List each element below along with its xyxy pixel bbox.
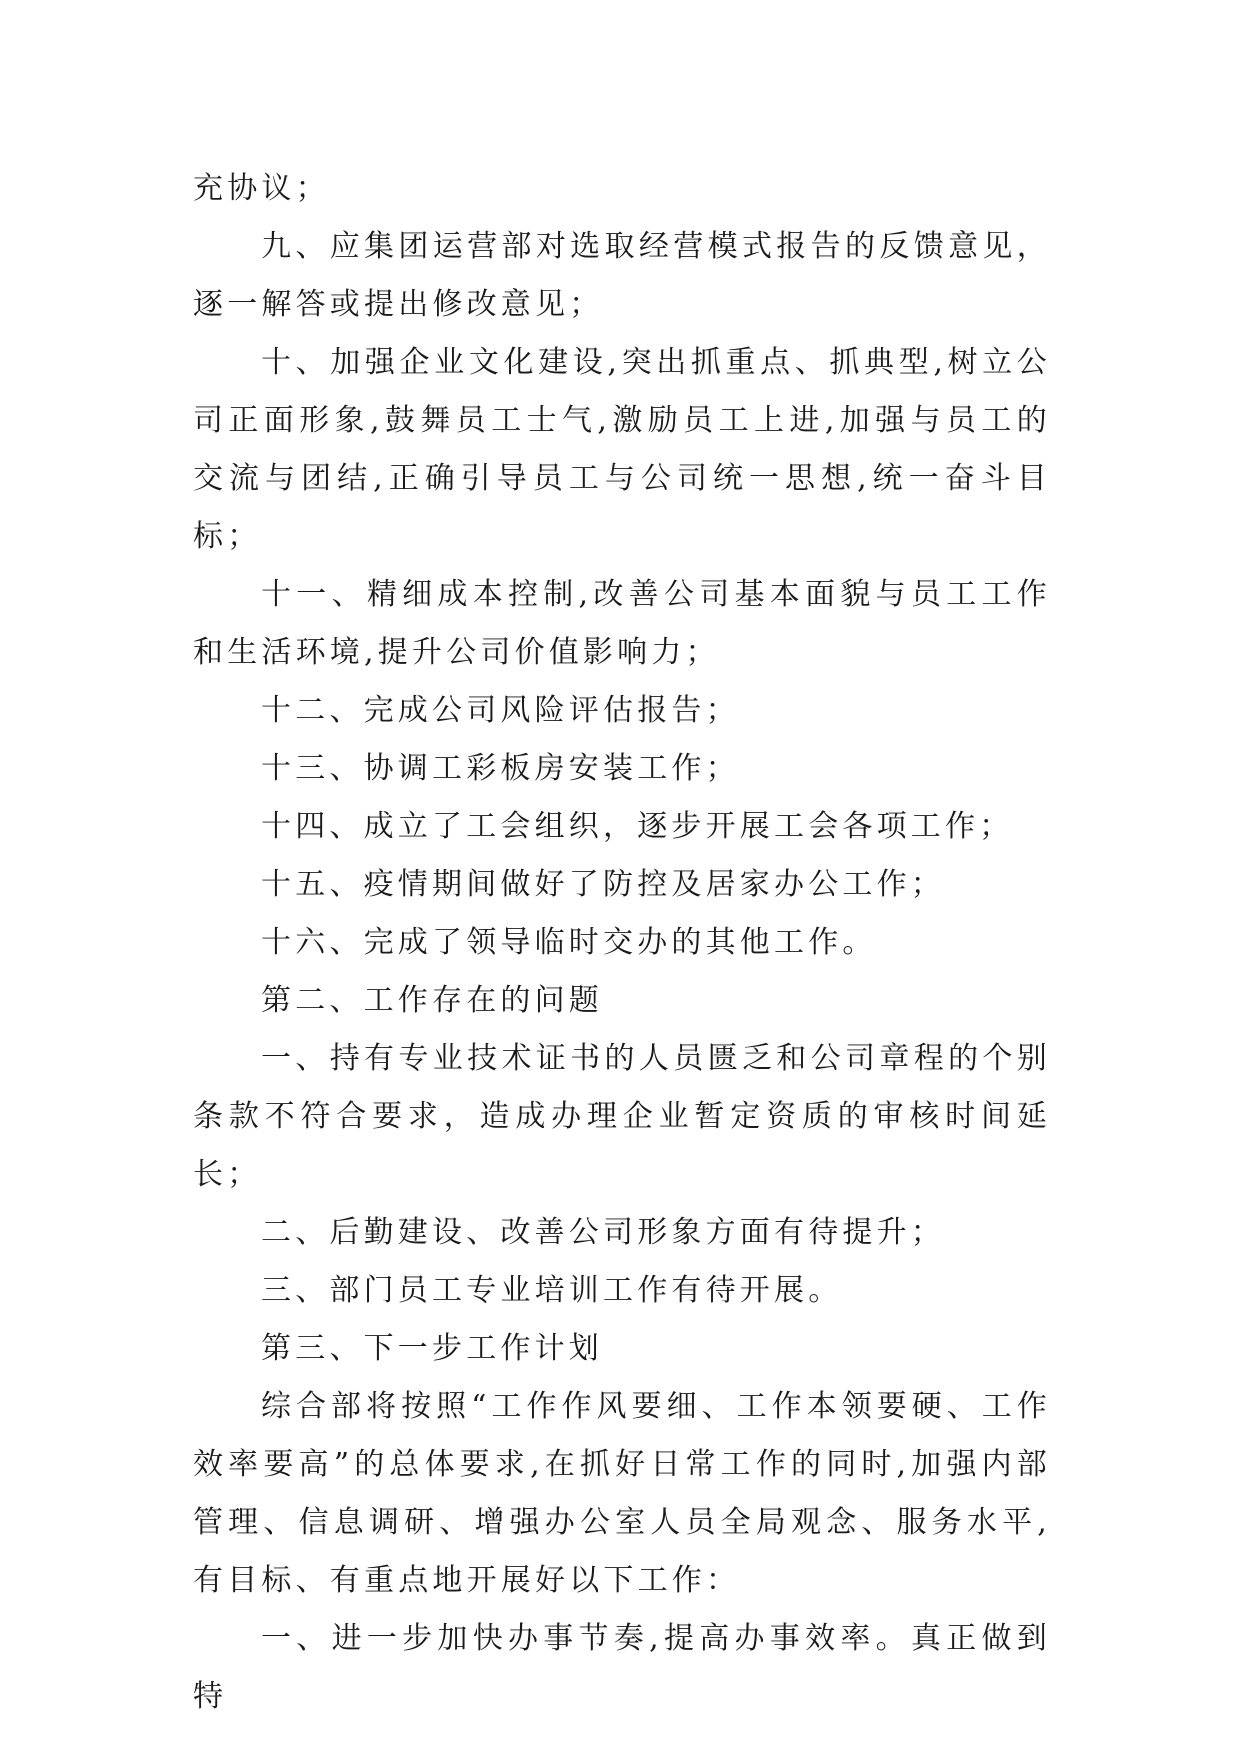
- paragraph-item-11: 十一、精细成本控制,改善公司基本面貌与员工工作和生活环境,提升公司价值影响力；: [193, 577, 1051, 670]
- section-heading-problems: 第二、工作存在的问题: [261, 983, 603, 1018]
- paragraph-item-14: 十四、成立了工会组织，逐步开展工会各项工作；: [261, 809, 1014, 844]
- paragraph-problem-2: 二、后勤建设、改善公司形象方面有待提升；: [261, 1215, 945, 1250]
- paragraph-plan-1: 一、进一步加快办事节奏,提高办事效率。真正做到特: [193, 1621, 1051, 1714]
- paragraph-item-9: 九、应集团运营部对选取经营模式报告的反馈意见，逐一解答或提出修改意见；: [193, 229, 1051, 322]
- paragraph-problem-1: 一、持有专业技术证书的人员匮乏和公司章程的个别条款不符合要求，造成办理企业暂定资质的审核时间延长；: [193, 1041, 1051, 1192]
- paragraph-item-15: 十五、疫情期间做好了防控及居家办公工作；: [261, 867, 945, 902]
- paragraph-item-12: 十二、完成公司风险评估报告；: [261, 693, 740, 728]
- paragraph-problem-3: 三、部门员工专业培训工作有待开展。: [261, 1273, 843, 1308]
- section-heading-next-plan: 第三、下一步工作计划: [261, 1331, 603, 1366]
- paragraph-item-10: 十、加强企业文化建设,突出抓重点、抓典型,树立公司正面形象,鼓舞员工士气,激励员工上进,加强与员工的交流与团结,正确引导员工与公司统一思想,统一奋斗目标；: [193, 345, 1051, 554]
- paragraph-continuation: 充协议；: [193, 171, 330, 206]
- document-body: [193, 160, 1051, 1726]
- paragraph-item-13: 十三、协调工彩板房安装工作；: [261, 751, 740, 786]
- paragraph-plan-intro: 综合部将按照“工作作风要细、工作本领要硬、工作效率要高”的总体要求,在抓好日常工作的同时,加强内部管理、信息调研、增强办公室人员全局观念、服务水平,有目标、有重点地开展好以下工作：: [193, 1389, 1051, 1598]
- paragraph-item-16: 十六、完成了领导临时交办的其他工作。: [261, 925, 877, 960]
